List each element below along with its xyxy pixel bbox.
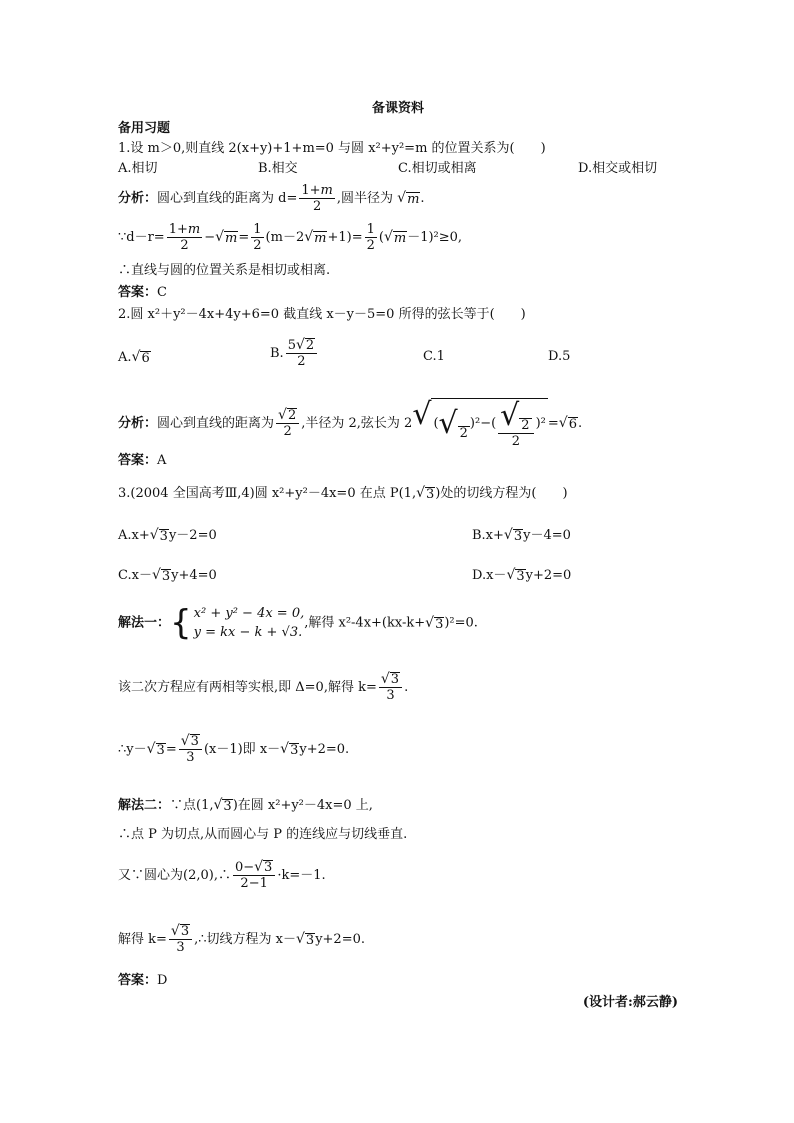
designer-credit: (设计者:郝云静) (582, 995, 678, 1010)
q1-option-d: D.相交或相切 (578, 161, 658, 176)
q1-analysis: 分析：圆心到直线的距离为 d= $\frac{1+m}{2}$ ,圆半径为 √ m . (118, 183, 425, 214)
q3-method2: 解法二：∵点(1, √ 3 )在圆 x²+y²－4x=0 上, (118, 797, 373, 814)
q3-method1-delta: 该二次方程应有两相等实根,即 Δ=0,解得 k= √ 3 3 . (118, 671, 409, 703)
q2-option-c: C.1 (423, 349, 445, 364)
fraction: $\frac{1+m}{2}$ (301, 183, 333, 214)
sqrt-m: √ m (397, 190, 420, 207)
q1-step2: ∵d－r= $\frac{1+m}{2}$ − √ m = $\frac{1}{2}$ (m－2 √ m +1)= $\frac{1}{2}$ ( √ m －1)²≥0, (118, 222, 463, 253)
q3-method1-result: ∴y－ √ 3 = √ 3 3 (x－1)即 x－ √ 3 y+2=0. (118, 733, 350, 765)
q2-options (118, 338, 678, 378)
q3-option-d: D.x－ √ 3 y+2=0 (472, 567, 572, 584)
q3-method2-tangent: ∴点 P 为切点,从而圆心与 P 的连线应与切线垂直. (118, 827, 408, 842)
page-title: 备课资料 (371, 101, 424, 116)
q1-answer: 答案：C (118, 285, 167, 300)
q3-option-b: B.x+ √ 3 y－4=0 (472, 527, 571, 544)
q3-stem: 3.(2004 全国高考Ⅲ,4)圆 x²+y²－4x=0 在点 P(1, √ 3 )处的切线方程为( ) (118, 485, 568, 502)
q3-method1: 解法一： { x² + y² − 4x = 0, y = kx − k + √3. ,解得 x²-4x+(kx-k+ √ 3 )²=0. (118, 603, 478, 643)
q3-answer: 答案：D (118, 973, 168, 988)
chord-root: √ ( √ 2 )²−( √ 2 2 )² (412, 397, 546, 449)
q2-stem: 2.圆 x²＋y²－4x+4y+6=0 截直线 x－y－5=0 所得的弦长等于( ) (118, 307, 526, 322)
q2-option-a: A. √ 6 (118, 349, 150, 366)
q1-stem: 1.设 m＞0,则直线 2(x+y)+1+m=0 与圆 x²+y²=m 的位置关系为( ) (118, 141, 546, 156)
section-heading: 备用习题 (118, 121, 171, 136)
q2-analysis: 分析：圆心到直线的距离为 √ 2 2 ,半径为 2,弦长为 2 √ ( √ 2 )²−( √ 2 2 )² = √ 6 . (118, 397, 583, 449)
q3-method2-slope: 又∵圆心为(2,0),∴ 0− √ 3 2−1 ·k=－1. (118, 859, 326, 891)
q2-option-b: B. 5 √ 2 2 (270, 338, 319, 369)
q1-conclusion: ∴直线与圆的位置关系是相切或相离. (118, 263, 331, 278)
q3-method2-result: 解得 k= √ 3 3 ,∴切线方程为 x－ √ 3 y+2=0. (118, 923, 365, 955)
q1-option-c: C.相切或相离 (398, 161, 477, 176)
equation-system: { x² + y² − 4x = 0, y = kx − k + √3. (170, 603, 305, 643)
q1-option-a: A.相切 (118, 161, 158, 176)
q3-option-a: A.x+ √ 3 y－2=0 (118, 527, 217, 544)
q1-option-b: B.相交 (258, 161, 298, 176)
q2-answer: 答案：A (118, 453, 167, 468)
q2-option-d: D.5 (548, 349, 571, 364)
q3-option-c: C.x－ √ 3 y+4=0 (118, 567, 217, 584)
